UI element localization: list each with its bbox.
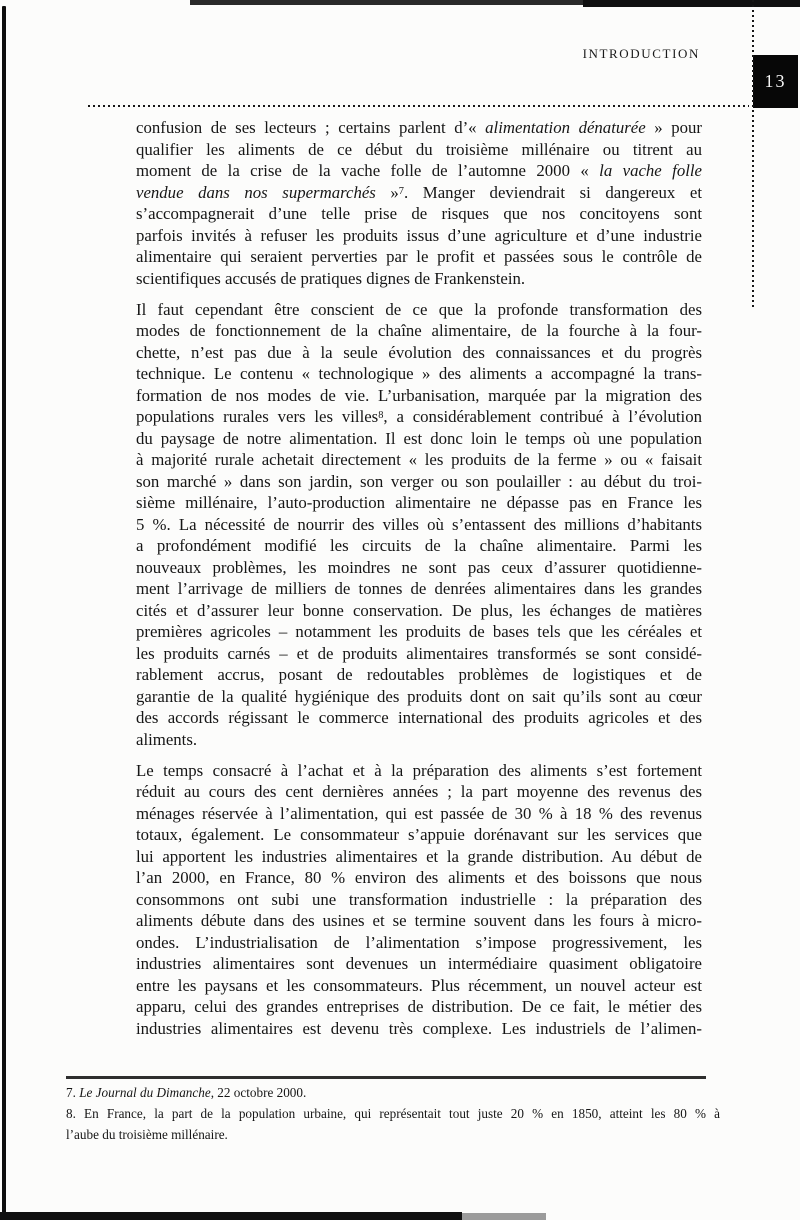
text-line: confusion de ses lecteurs ; certains parlent d’« alimentation dénaturée » pour (136, 118, 702, 137)
text-line: qualifier les aliments de ce début du troisième millénaire ou titrent au (136, 139, 702, 159)
text-line: industries alimentaires sont devenues un intermédiaire quasiment obligatoire (136, 954, 702, 973)
text-line: populations rurales vers les villes$^8$, a considérablement contribué à l’évolution (136, 407, 702, 426)
scan-edge-top-bar-dark (583, 0, 800, 7)
scan-edge-left-bar (2, 6, 6, 1214)
text-line: a profondément modifié les circuits de la chaîne alimentaire. Parmi les (136, 536, 702, 555)
text-line: parfois invités à refuser les produits issus d’une agriculture et d’une industrie (136, 225, 702, 245)
text-line: des accords régissant le commerce international des produits agricoles et des (136, 708, 702, 727)
footnotes (66, 1082, 720, 1145)
text-line: modes de fonctionnement de la chaîne alimentaire, de la fourche à la four- (136, 321, 702, 340)
body-text (136, 117, 702, 1049)
text-line: scientifiques accusés de pratiques dignes de Frankenstein. (136, 268, 526, 288)
text-line: à majorité rurale achetait directement « les produits de la ferme » ou « faisait (136, 450, 702, 469)
text-line: cités et d’assurer leur bonne conservation. De plus, les échanges de matières (136, 600, 702, 620)
text-line: moment de la crise de la vache folle de l’automne 2000 « la vache folle (136, 161, 702, 180)
text-line: Il faut cependant être conscient de ce que la profonde transformation des (136, 299, 702, 319)
text-line: ment l’arrivage de milliers de tonnes de denrées alimentaires dans les grandes (136, 579, 702, 598)
text-line: ondes. L’industrialisation de l’alimentation s’impose progressivement, les (136, 932, 702, 952)
text-line: consommons ont subi une transformation industrielle : la préparation des (136, 889, 702, 909)
text-line: vendue dans nos supermarchés »$^7$. Manger deviendrait si dangereux et (136, 182, 702, 202)
text-line: 7. Le Journal du Dimanche, 22 octobre 2000. (66, 1085, 307, 1100)
text-line: Le temps consacré à l’achat et à la préparation des aliments s’est fortement (136, 760, 702, 780)
dotted-rule-horizontal (88, 105, 749, 107)
scan-edge-bottom-bar-gray (462, 1213, 546, 1220)
body-paragraph (136, 299, 702, 751)
footnote-paragraph (66, 1103, 720, 1145)
footnote-rule (66, 1076, 706, 1079)
text-line: l’aube du troisième millénaire. (66, 1127, 228, 1142)
text-line: apparu, celui des grandes entreprises de distribution. De ce fait, le métier des (136, 997, 702, 1016)
text-line: aliments. (136, 729, 198, 749)
running-header: INTRODUCTION (582, 46, 700, 61)
text-line: sième millénaire, l’auto-production alimentaire ne dépasse pas en France les (136, 493, 702, 512)
text-line: entre les paysans et les consommateurs. Plus récemment, un nouvel acteur est (136, 975, 702, 995)
text-line: s’accompagnerait d’une telle prise de risques que nos concitoyens sont (136, 204, 702, 223)
text-line: rablement accrus, posant de redoutables problèmes de logistiques et de (136, 665, 702, 684)
page-number: 13 (764, 71, 787, 91)
text-line: garantie de la qualité hygiénique des produits dont on sait qu’ils sont au cœur (136, 686, 702, 706)
text-line: premières agricoles – notamment les produits de bases tels que les céréales et (136, 622, 702, 641)
body-paragraph (136, 760, 702, 1040)
footnote-paragraph (66, 1082, 720, 1103)
text-line: l’an 2000, en France, 80 % environ des aliments et des boissons que nous (136, 868, 702, 887)
text-line: totaux, également. Le consommateur s’appuie dorénavant sur les services que (136, 825, 702, 844)
text-line: technique. Le contenu « technologique » des aliments a accompagné la trans- (136, 364, 702, 383)
text-line: les produits carnés – et de produits alimentaires transformés se sont considé- (136, 643, 702, 663)
text-line: 8. En France, la part de la population urbaine, qui représentait tout juste 20 % en 1850, atteint les 80 % à (66, 1106, 720, 1121)
text-line: 5 %. La nécessité de nourrir des villes où s’entassent des millions d’habitants (136, 514, 702, 534)
scan-edge-bottom-bar (0, 1212, 462, 1220)
text-line: du paysage de notre alimentation. Il est donc loin le temps où une population (136, 428, 702, 448)
text-line: réduit au cours des cent dernières années ; la part moyenne des revenus des (136, 782, 702, 801)
page-number-badge (753, 55, 798, 108)
text-line: formation de nos modes de vie. L’urbanisation, marquée par la migration des (136, 385, 702, 405)
dotted-rule-vertical (752, 0, 754, 309)
text-line: son marché » dans son jardin, son verger ou son poulailler : au début du troi- (136, 471, 702, 491)
text-line: industries alimentaires est devenu très complexe. Les industriels de l’alimen- (136, 1018, 702, 1038)
text-line: aliments débute dans des usines et se termine souvent dans les fours à micro- (136, 911, 702, 930)
text-line: ménages réservée à l’alimentation, qui est passée de 30 % à 18 % des revenus (136, 803, 702, 823)
text-line: alimentaire qui seraient perverties par le profit et passées sous le contrôle de (136, 247, 702, 266)
body-paragraph (136, 117, 702, 289)
text-line: chette, n’est pas due à la seule évolution des connaissances et du progrès (136, 342, 702, 362)
text-line: nouveaux problèmes, les moindres ne sont pas ceux d’assurer quotidienne- (136, 557, 702, 577)
text-line: lui apportent les industries alimentaires et la grande distribution. Au début de (136, 846, 702, 866)
